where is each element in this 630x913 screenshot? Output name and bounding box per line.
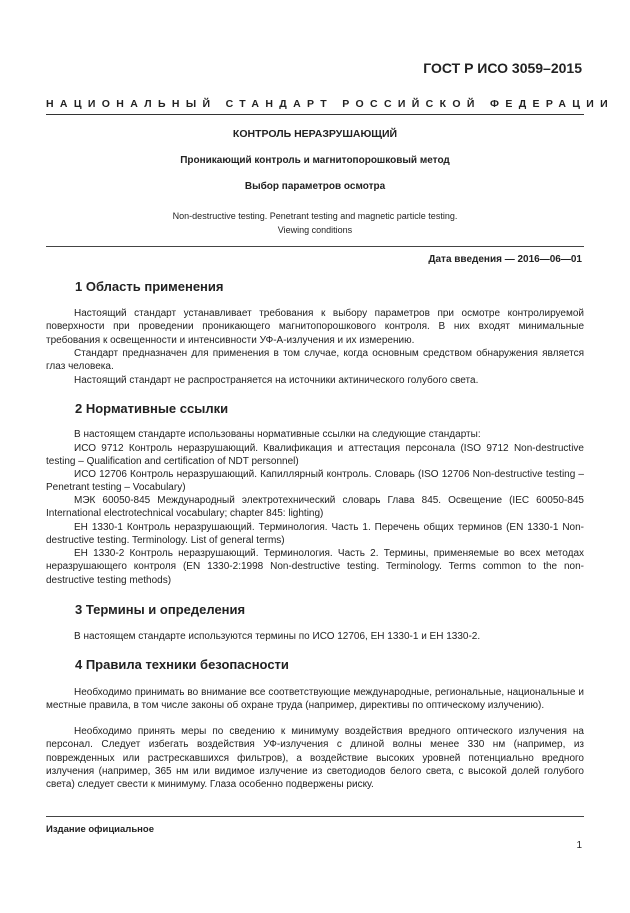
english-title xyxy=(46,209,584,237)
paragraph: Настоящий стандарт не распространяется на источники актинического голубого света. xyxy=(74,375,479,386)
english-title-line-2: Viewing conditions xyxy=(277,225,353,235)
header-divider xyxy=(46,114,584,115)
paragraph: В настоящем стандарте используются термины по ИСО 12706, ЕН 1330-1 и ЕН 1330-2. xyxy=(74,631,481,642)
section-heading: 1 Область применения xyxy=(75,279,224,294)
section-heading: 3 Термины и определения xyxy=(75,602,246,617)
title-divider xyxy=(46,246,584,247)
paragraph: ЕН 1330-1 Контроль неразрушающий. Терминология. Часть 1. Перечень общих терминов (EN 1330-1 Non-destructive testing. Terminology. List of general terms) xyxy=(46,522,584,547)
paragraph: Необходимо принимать во внимание все соответствующие международные, региональные, национальные и местные правила, в том числе законы об охране труда (например, директивы по оптическому излучению). xyxy=(46,687,584,712)
english-title-line-1: Non-destructive testing. Penetrant testing and magnetic particle testing. xyxy=(172,211,458,221)
paragraph: Необходимо принять меры по сведению к минимуму воздействия вредного оптического излучения на персонал. Следует избегать воздействия УФ-излучения с длиной волны менее 330 нм (например, из поврежденных или растрескавшихся фильтров), а воздействие высоких уровней потенциально вредного излучения (например, 365 нм или видимое излучение из светодиодов белого света, с высокой долей голубого света) следует свести к минимуму. Глаза особенно подвержены риску. xyxy=(46,726,584,791)
document-subtitle: Проникающий контроль и магнитопорошковый метод xyxy=(180,155,450,166)
edition-label: Издание официальное xyxy=(46,824,154,835)
section-heading: 4 Правила техники безопасности xyxy=(75,657,289,672)
paragraph: Стандарт предназначен для применения в том случае, когда основным средством обнаружения является глаз человека. xyxy=(46,348,584,373)
paragraph: Настоящий стандарт устанавливает требования к выбору параметров при осмотре контролируемой поверхности при проведении проникающего магнитопорошкового контроля. В них входят минимальные требования к освещенности и интенсивности УФ-А-излучения и их измерению. xyxy=(46,308,584,346)
footer-divider xyxy=(46,816,584,817)
paragraph: ИСО 9712 Контроль неразрушающий. Квалификация и аттестация персонала (ISO 9712 Non-destructive testing – Qualification and certification of NDT personnel) xyxy=(46,443,584,468)
document-subtitle-2: Выбор параметров осмотра xyxy=(244,181,386,192)
document-title: КОНТРОЛЬ НЕРАЗРУШАЮЩИЙ xyxy=(232,128,398,140)
paragraph: ЕН 1330-2 Контроль неразрушающий. Терминология. Часть 2. Термины, применяемые во всех методах неразрушающего контроля (EN 1330-2:1998 Non-destructive testing. Terminology. Terms common to the non-destructive testing methods) xyxy=(46,548,584,586)
introduction-date: Дата введения — 2016—06—01 xyxy=(428,254,582,265)
national-standard-banner: НАЦИОНАЛЬНЫЙ СТАНДАРТ РОССИЙСКОЙ ФЕДЕРАЦИИ xyxy=(46,98,615,110)
paragraph: В настоящем стандарте использованы нормативные ссылки на следующие стандарты: xyxy=(74,429,481,440)
page-number: 1 xyxy=(576,840,582,851)
paragraph: ИСО 12706 Контроль неразрушающий. Капиллярный контроль. Словарь (ISO 12706 Non-destructive testing – Penetrant testing – Vocabulary) xyxy=(46,469,584,494)
standard-number: ГОСТ Р ИСО 3059–2015 xyxy=(423,60,582,76)
paragraph: МЭК 60050-845 Международный электротехнический словарь Глава 845. Освещение (IEC 60050-845 International electrotechnical vocabulary; chapter 845: lighting) xyxy=(46,495,584,520)
section-heading: 2 Нормативные ссылки xyxy=(75,401,229,416)
